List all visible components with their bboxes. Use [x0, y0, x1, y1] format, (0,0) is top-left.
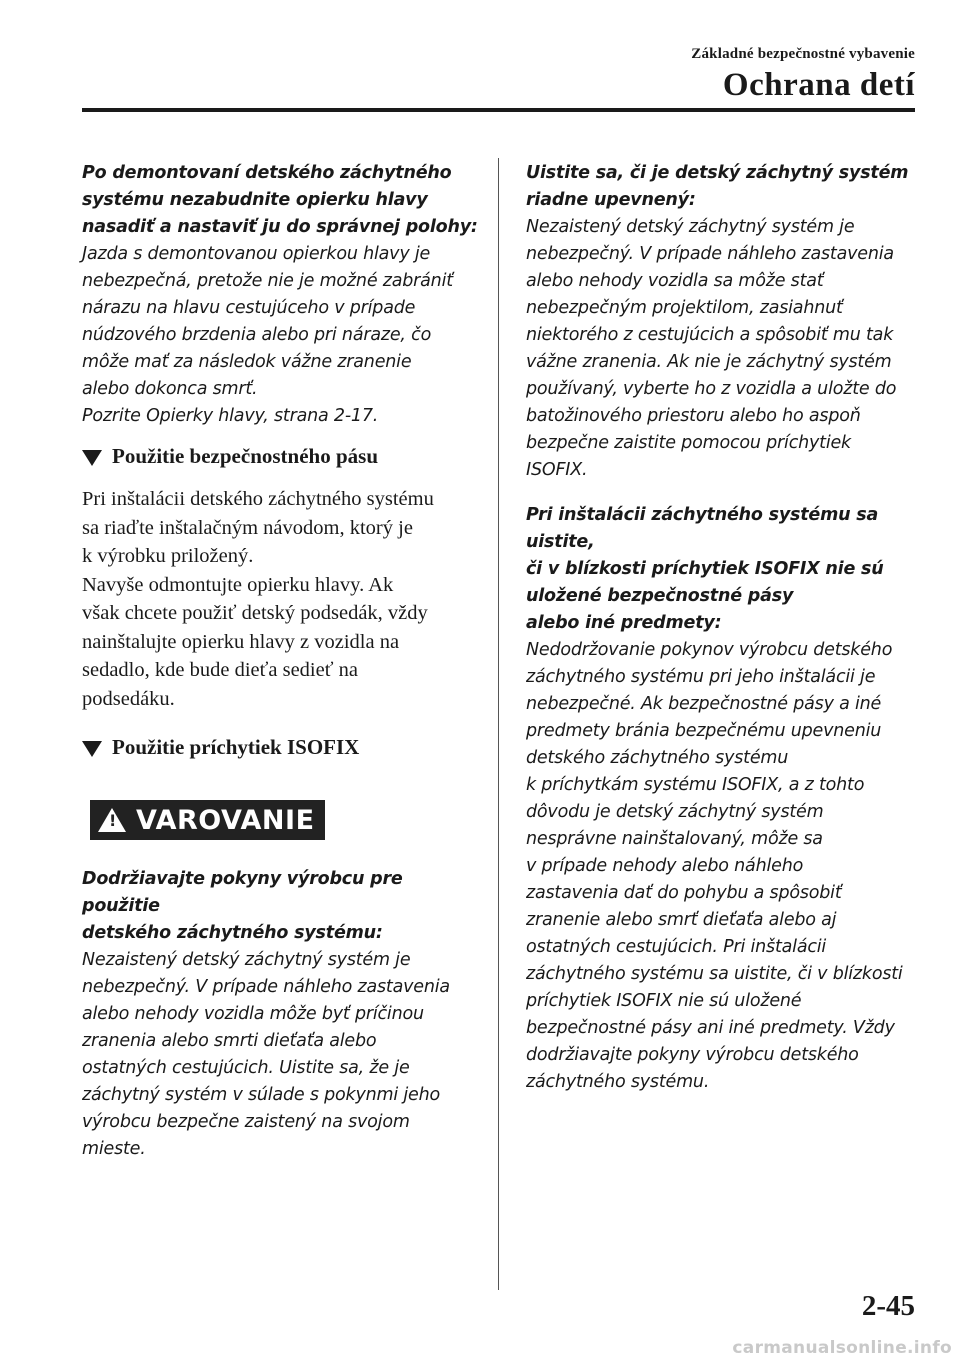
warning-label: VAROVANIE: [136, 804, 315, 836]
subheading-isofix: [82, 735, 478, 760]
headrest-warning-heading: Po demontovaní detského záchytného systému nezabudnite opierku hlavy nasadiť a nastaviť ju do správnej polohy:: [82, 163, 478, 237]
triangle-bullet-icon: [82, 741, 102, 757]
right-column: [526, 160, 920, 1096]
column-divider: [498, 158, 499, 1290]
subheading-isofix-label: Použitie príchytiek ISOFIX: [112, 735, 360, 759]
page-header: [691, 46, 915, 104]
isofix-clearance-heading: Pri inštalácii záchytného systému sa uistite, či v blízkosti príchytiek ISOFIX nie sú uložené bezpečnostné pásy alebo iné predmety:: [526, 505, 884, 633]
page-title: Ochrana detí: [722, 67, 915, 103]
isofix-clearance-body: Nedodržovanie pokynov výrobcu detského záchytného systému pri jeho inštalácii je nebezpečné. Ak bezpečnostné pásy a iné predmety bránia bezpečnému upevneniu detského záchytného systému k príchytkám systému ISOFIX, a z tohto dôvodu je detský záchytný systém nesprávne nainštalovaný, môže sa v prípade nehody alebo náhleho zastavenia dať do pohybu a spôsobiť zranenie alebo smrť dieťaťa alebo aj ostatných cestujúcich. Pri inštalácii záchytného systému sa uistite, či v blízkosti príchytiek ISOFIX nie sú uložené bezpečnostné pásy ani iné predmety. Vždy dodržiavajte pokyny výrobcu detského záchytného systému.: [526, 640, 903, 1092]
headrest-warning-body: Jazda s demontovanou opierkou hlavy je nebezpečná, pretože nie je možné zabrániť nárazu na hlavu cestujúceho v prípade núdzového brzdenia alebo pri náraze, čo môže mať za následok vážne zranenie alebo dokonca smrť. Pozrite Opierky hlavy, strana 2-17.: [82, 244, 453, 426]
subheading-seatbelt: [82, 444, 478, 469]
follow-instructions-heading: Dodržiavajte pokyny výrobcu pre použitie detského záchytného systému:: [82, 869, 403, 943]
follow-instructions-body: Nezaistený detský záchytný systém je nebezpečný. V prípade náhleho zastavenia alebo nehody vozidla môže byť príčinou zranenia alebo smrti dieťaťa alebo ostatných cestujúcich. Uistite sa, že je záchytný systém v súlade s pokynmi jeho výrobcu bezpečne zaistený na svojom mieste.: [82, 950, 450, 1159]
warning-icon: !: [98, 808, 126, 832]
page-number: 2-45: [861, 1290, 915, 1322]
left-column: [82, 160, 478, 1163]
seatbelt-body: Pri inštalácii detského záchytného systému sa riaďte inštalačným návodom, ktorý je k výrobku priložený. Navyše odmontujte opierku hlavy. Ak však chcete použiť detský podsedák, vždy nainštalujte opierku hlavy z vozidla na sedadlo, kde bude dieťa sedieť na podsedáku.: [82, 488, 434, 710]
section-title: Základné bezpečnostné vybavenie: [691, 46, 915, 62]
header-rule: [82, 108, 915, 112]
secure-check-body: Nezaistený detský záchytný systém je nebezpečný. V prípade náhleho zastavenia alebo nehody vozidla sa môže stať nebezpečným projektilom, zasiahnuť niektorého z cestujúcich a spôsobiť mu tak vážne zranenia. Ak nie je záchytný systém používaný, vyberte ho z vozidla a uložte do batožinového priestoru alebo ho aspoň bezpečne zaistite pomocou príchytiek ISOFIX.: [526, 217, 897, 480]
watermark: carmanualsonline.info: [732, 1338, 952, 1358]
secure-check-heading: Uistite sa, či je detský záchytný systém riadne upevnený:: [526, 163, 909, 210]
warning-badge: [90, 800, 325, 840]
subheading-seatbelt-label: Použitie bezpečnostného pásu: [112, 444, 379, 468]
triangle-bullet-icon: [82, 450, 102, 466]
